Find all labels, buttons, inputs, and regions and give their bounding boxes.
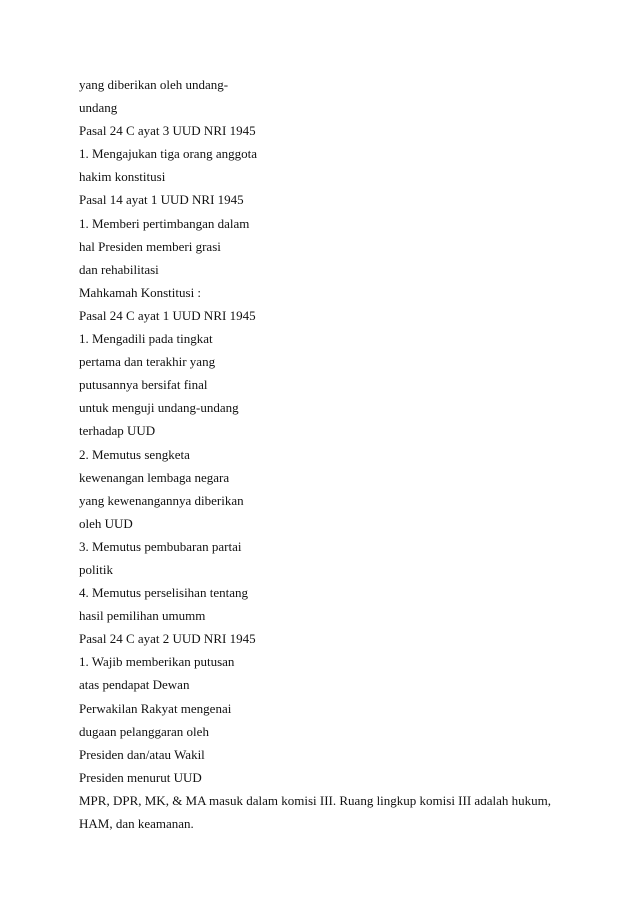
text-line: 1. Mengajukan tiga orang anggota (79, 146, 257, 162)
text-line: hasil pemilihan umumm (79, 608, 206, 624)
text-line: yang kewenangannya diberikan (79, 492, 244, 508)
text-line: untuk menguji undang-undang (79, 400, 239, 416)
text-line: hakim konstitusi (79, 169, 166, 185)
text-line: Presiden dan/atau Wakil (79, 746, 205, 762)
text-line: 4. Memutus perselisihan tentang (79, 585, 248, 601)
text-line: dugaan pelanggaran oleh (79, 723, 209, 739)
text-line: HAM, dan keamanan. (79, 816, 194, 831)
text-line: Mahkamah Konstitusi : (79, 284, 202, 300)
text-line: Pasal 24 C ayat 3 UUD NRI 1945 (79, 123, 256, 139)
text-line: 1. Mengadili pada tingkat (79, 331, 213, 347)
text-line: putusannya bersifat final (79, 377, 208, 393)
text-line: 1. Wajib memberikan putusan (79, 654, 235, 670)
text-line: 2. Memutus sengketa (79, 446, 190, 462)
text-line: atas pendapat Dewan (79, 677, 190, 693)
text-line: Pasal 24 C ayat 1 UUD NRI 1945 (79, 307, 256, 323)
text-line: 1. Memberi pertimbangan dalam (79, 215, 250, 231)
document-body (79, 73, 579, 835)
text-line: Presiden menurut UUD (79, 769, 202, 785)
text-line: MPR, DPR, MK, & MA masuk dalam komisi III. Ruang lingkup komisi III adalah hukum, (79, 792, 551, 808)
text-line: terhadap UUD (79, 423, 156, 439)
text-line: oleh UUD (79, 515, 133, 531)
text-line: dan rehabilitasi (79, 261, 159, 277)
text-line: yang diberikan oleh undang- (79, 77, 229, 92)
text-line: hal Presiden memberi grasi (79, 238, 221, 254)
text-line: Pasal 14 ayat 1 UUD NRI 1945 (79, 192, 244, 208)
text-line: pertama dan terakhir yang (79, 354, 216, 370)
text-line: 3. Memutus pembubaran partai (79, 538, 242, 554)
text-line: undang (79, 100, 118, 116)
text-line: Pasal 24 C ayat 2 UUD NRI 1945 (79, 631, 256, 647)
text-line: politik (79, 561, 113, 577)
text-line: Perwakilan Rakyat mengenai (79, 700, 232, 716)
text-line: kewenangan lembaga negara (79, 469, 230, 485)
